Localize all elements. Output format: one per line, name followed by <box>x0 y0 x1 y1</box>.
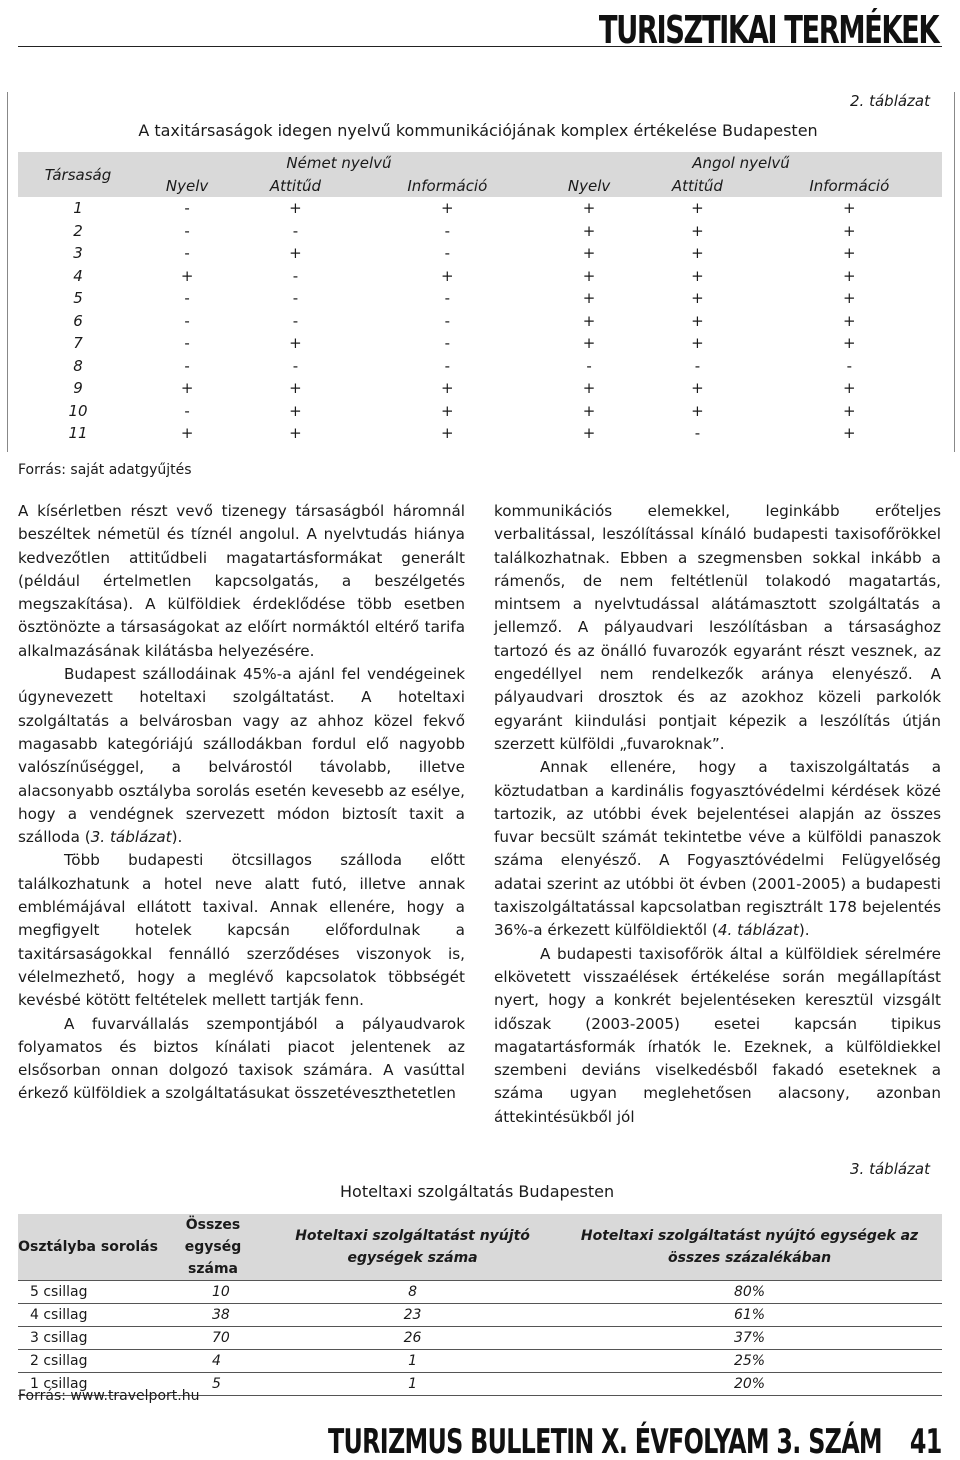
table2-cell: + <box>691 289 704 308</box>
table3-cell: 1 <box>268 1373 557 1396</box>
table2-company-id: 2 <box>73 221 83 240</box>
table2-cell: + <box>289 199 302 218</box>
table3-cell: 8 <box>268 1281 557 1304</box>
table2-sub-header: Nyelv <box>540 175 638 198</box>
table2-cell: - <box>184 221 190 240</box>
table2-cell: + <box>691 311 704 330</box>
paragraph: Több budapesti ötcsillagos szálloda előtt találkozhatunk a hotel neve alatt futó, illetve annak emblémájával ellátott taxival. Annak ellenére, hogy a megfigyelt hotelek kapcsán előfordulnak a taxitársaságokkal fennálló szerződéses viszonyok is, vélelmezhető, hogy a meglévő kapcsolatok többségét kevésbé kötött feltételek mellett tartják fenn. <box>18 851 465 1010</box>
text-column-left <box>18 500 465 1106</box>
table2-row <box>18 422 942 445</box>
table2-cell: + <box>843 244 856 263</box>
table2-cell: - <box>184 334 190 353</box>
table2-cell: + <box>289 334 302 353</box>
page-number: 41 <box>910 1422 942 1460</box>
table2-cell: + <box>289 424 302 443</box>
table2-cell: + <box>441 424 454 443</box>
table2-cell: - <box>694 356 701 375</box>
table2-cell: - <box>846 356 853 375</box>
table2-cell: + <box>843 379 856 398</box>
table2-company-id: 6 <box>73 311 83 330</box>
table3-row <box>18 1327 942 1350</box>
table2-company-id: 7 <box>73 334 83 353</box>
text-column-right <box>494 500 941 1129</box>
table3-cell: 2 csillag <box>18 1350 158 1373</box>
table2-company-id: 5 <box>73 289 83 308</box>
table2-company-id: 3 <box>73 244 83 263</box>
journal-name: TURIZMUS BULLETIN X. ÉVFOLYAM 3. SZÁM <box>328 1422 883 1460</box>
table3-cell: 4 <box>158 1350 268 1373</box>
table3-cell: 38 <box>158 1304 268 1327</box>
table2-cell: + <box>691 244 704 263</box>
table3-cell: 5 <box>158 1373 268 1396</box>
table2 <box>18 152 942 445</box>
table2-body <box>18 197 942 445</box>
table2-row <box>18 265 942 288</box>
table2-group-en: Angol nyelvű <box>540 152 942 175</box>
table3-header: Hoteltaxi szolgáltatást nyújtó egységek az összes százalékában <box>557 1214 942 1281</box>
table2-cell: + <box>582 334 596 353</box>
table2-cell: - <box>292 266 299 285</box>
table2-company-header: Társaság <box>18 152 138 197</box>
table2-source: Forrás: saját adatgyűjtés <box>18 462 192 478</box>
table3-row <box>18 1304 942 1327</box>
table-reference: 4. táblázat <box>717 921 799 940</box>
table3-body <box>18 1281 942 1396</box>
table3-cell: 4 csillag <box>18 1304 158 1327</box>
paragraph-text: Budapest szállodáinak 45%-a ajánl fel vendégeinek úgynevezett hoteltaxi szolgáltatást. A hoteltaxi szolgáltatás a belvárosban vagy az ahhoz közel fekvő magasabb kategóriájú szállodákban fordul elő nagyobb valószínűséggel, a belvárostól távolabb, illetve alacsonyabb osztályba sorolás esetén kevesebb az esélye, hogy a vendégnek szervezett módon biztosít taxit a szálloda ( <box>18 665 465 847</box>
table2-cell: + <box>582 424 596 443</box>
table2-cell: + <box>441 379 454 398</box>
table3-cell: 25% <box>557 1350 942 1373</box>
paragraph: A budapesti taxisofőrök által a külföldiek sérelmére elkövetett visszaélések értékelése során megállapítást nyert, hogy a konkrét bejelentéseken keresztül vizsgált időszak (2003-2005) esetei kapcsán tipikus magatartásformák írhatók le. Ezeknek, a külföldiekkel szembeni deviáns viselkedésből fakadó eseteknek a száma ugyan meglehetősen alacsony, azonban áttekintésükből jól <box>494 944 941 1126</box>
table2-cell: + <box>843 289 856 308</box>
table3-cell: 61% <box>557 1304 942 1327</box>
table2-cell: - <box>444 289 451 308</box>
table2-company-id: 8 <box>73 356 83 375</box>
table3-header: Osztályba sorolás <box>18 1214 158 1281</box>
table2-cell: + <box>289 401 302 420</box>
table2-cell: - <box>184 401 190 420</box>
table2-row <box>18 355 942 378</box>
table2-cell: + <box>180 266 194 285</box>
table2-cell: + <box>843 221 856 240</box>
table2-sub-header: Információ <box>757 175 942 198</box>
table2-cell: + <box>691 334 704 353</box>
table2-cell: - <box>444 334 451 353</box>
table2-cell: + <box>441 401 454 420</box>
table3-cell: 37% <box>557 1327 942 1350</box>
paragraph-text: Annak ellenére, hogy a taxiszolgáltatás a köztudatban a kardinális fogyasztóvédelmi kérdések közé tartozik, az utóbbi évek bejelentései alapján az összes fuvar becsült számát tekintetbe véve a külföldi panaszok száma elenyésző. A Fogyasztóvédelmi Felügyelőség adatai szerint az utóbbi öt évben (2001-2005) a budapesti taxiszolgáltatással kapcsolatban regisztrált 178 bejelentés 36%-a érkezett külföldiektől ( <box>494 758 941 940</box>
footer <box>328 1422 942 1460</box>
table2-cell: + <box>691 199 704 218</box>
table2-cell: + <box>582 266 596 285</box>
table2-row <box>18 287 942 310</box>
table2-cell: + <box>691 266 704 285</box>
table3-cell: 80% <box>557 1281 942 1304</box>
table3-cell: 1 <box>268 1350 557 1373</box>
table3-source: Forrás: www.travelport.hu <box>18 1388 200 1404</box>
table2-cell: - <box>444 311 451 330</box>
table2-cell: + <box>843 266 856 285</box>
table3-header: Összes egység száma <box>158 1214 268 1281</box>
table-left-rule <box>7 92 8 452</box>
table2-title <box>0 121 960 140</box>
table2-group-de: Német nyelvű <box>138 152 540 175</box>
table2-cell: + <box>180 379 194 398</box>
table3-row <box>18 1350 942 1373</box>
table3 <box>18 1214 942 1396</box>
table2-company-id: 4 <box>73 266 83 285</box>
table2-cell: - <box>292 356 299 375</box>
table2-row <box>18 332 942 355</box>
table2-cell: - <box>184 244 190 263</box>
paragraph-text: ). <box>171 828 183 847</box>
table2-cell: + <box>180 424 194 443</box>
table2-cell: - <box>444 244 451 263</box>
table2-cell: + <box>691 379 704 398</box>
table2-cell: + <box>582 289 596 308</box>
table2-cell: - <box>444 356 451 375</box>
table3-cell: 5 csillag <box>18 1281 158 1304</box>
table2-sub-header: Információ <box>355 175 540 198</box>
paragraph: kommunikációs elemekkel, leginkább erőteljes verbalitással, leszólítással kínáló budapesti taxisofőrökkel találkozhatnak. Ebben a szegmensben sokkal inkább a rámenős, de nem feltétlenül tolakodó magatartás, mintsem a nyelvtudással alátámasztott szolgáltatás a jellemző. A pályaudvari leszólításban a társasághoz tartozó és az önálló fuvarozók egyaránt részt vesznek, az engedéllyel nem rendelkezők aránya elenyésző. A pályaudvari drosztok és az azokhoz közeli parkolók egyaránt kiindulási pontjait képezik a leszólítás útján szerzett külföldi „fuvaroknak”. <box>494 502 941 753</box>
table2-cell: - <box>292 289 299 308</box>
table2-cell: + <box>582 401 596 420</box>
table-right-rule <box>954 92 955 452</box>
table2-cell: - <box>292 311 299 330</box>
table3-title: Hoteltaxi szolgáltatás Budapesten <box>340 1182 615 1201</box>
table2-cell: - <box>444 221 451 240</box>
table2-cell: - <box>586 356 592 375</box>
table2-cell: - <box>184 311 190 330</box>
table2-cell: + <box>843 334 856 353</box>
table2-cell: + <box>289 244 302 263</box>
table2-cell: - <box>184 199 190 218</box>
table3-cell: 3 csillag <box>18 1327 158 1350</box>
table2-row <box>18 310 942 333</box>
table2-cell: + <box>582 311 596 330</box>
table2-company-id: 1 <box>73 199 83 218</box>
table2-sub-header: Nyelv <box>138 175 236 198</box>
table3-cell: 26 <box>268 1327 557 1350</box>
table2-row <box>18 242 942 265</box>
table2-cell: + <box>582 244 596 263</box>
table2-cell: + <box>843 424 856 443</box>
table3-cell: 10 <box>158 1281 268 1304</box>
table2-row <box>18 400 942 423</box>
table2-cell: + <box>582 379 596 398</box>
table3-label: 3. táblázat <box>850 1160 930 1178</box>
table2-cell: - <box>292 221 299 240</box>
table2-cell: + <box>289 379 302 398</box>
table2-cell: + <box>843 199 856 218</box>
table2-company-id: 9 <box>73 379 83 398</box>
table3-cell: 1 csillag <box>18 1373 158 1396</box>
table2-sub-header: Attitűd <box>236 175 354 198</box>
table2-company-id: 11 <box>68 424 88 443</box>
table2-company-id: 10 <box>68 401 88 420</box>
paragraph <box>18 663 465 849</box>
table2-cell: + <box>691 401 704 420</box>
table2-cell: + <box>441 199 454 218</box>
table2-cell: + <box>691 221 704 240</box>
table2-sub-header: Attitűd <box>638 175 756 198</box>
table2-label: 2. táblázat <box>850 92 930 110</box>
paragraph: A fuvarvállalás szempontjából a pályaudvarok folyamatos és biztos kínálati piacot jelentenek az elsősorban onnan dolgozó taxisok számára. A vasúttal érkező külföldiek a szolgáltatásukat összetéveszthetetlen <box>18 1014 465 1103</box>
table2-cell: - <box>184 356 190 375</box>
table2-title-text: A taxitársaságok idegen nyelvű kommunikációjának komplex értékelése Budapesten <box>138 121 818 140</box>
paragraph-text: ). <box>798 921 810 940</box>
table2-row <box>18 220 942 243</box>
table3-cell: 70 <box>158 1327 268 1350</box>
table2-cell: - <box>694 424 701 443</box>
table3-row <box>18 1281 942 1304</box>
table2-cell: + <box>441 266 454 285</box>
table2-cell: + <box>582 199 596 218</box>
header-rule <box>18 46 942 47</box>
paragraph: A kísérletben részt vevő tizenegy társaságból háromnál beszéltek németül és tíznél angolul. A nyelvtudás hiánya kedvezőtlen attitűdbeli magatartásformákat generált (például értelmetlen kapcsolgatás, a beszélgetés megszakítása). A külföldiek érdeklődése több esetben ösztönözte a társaságokat az előírt normáktól eltérő tarifa alkalmazásának kilátásba helyezésére. <box>18 502 465 660</box>
table2-cell: + <box>843 401 856 420</box>
table-reference: 3. táblázat <box>90 828 172 847</box>
table2-cell: + <box>582 221 596 240</box>
table2-cell: + <box>843 311 856 330</box>
table2-cell: - <box>184 289 190 308</box>
table3-cell: 23 <box>268 1304 557 1327</box>
paragraph <box>494 756 941 942</box>
section-title: TURISZTIKAI TERMÉKEK <box>598 8 938 52</box>
table3-header: Hoteltaxi szolgáltatást nyújtó egységek száma <box>268 1214 557 1281</box>
table3-cell: 20% <box>557 1373 942 1396</box>
table2-row <box>18 377 942 400</box>
table2-row <box>18 197 942 220</box>
